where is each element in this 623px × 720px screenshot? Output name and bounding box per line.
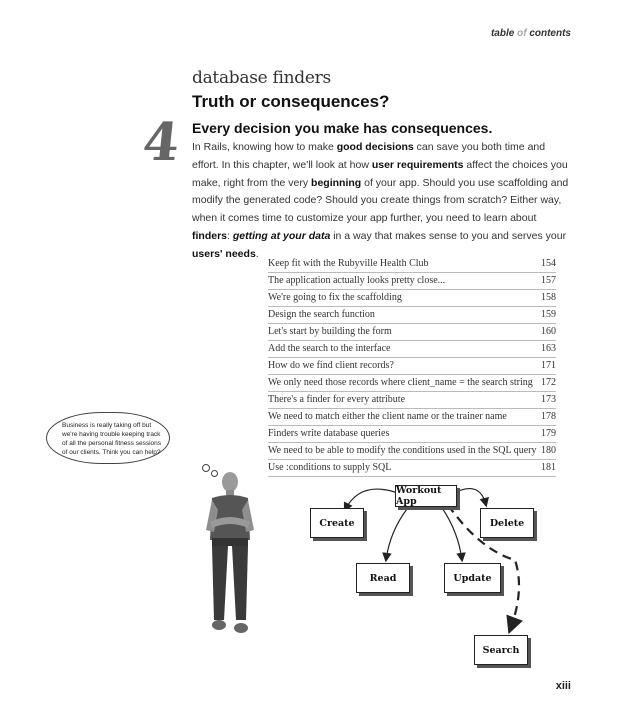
intro-segment: getting at your data xyxy=(232,229,331,242)
diagram-node-delete: Delete xyxy=(480,508,534,538)
arrow-to-create xyxy=(345,489,398,510)
toc-entry-page: 180 xyxy=(541,445,556,456)
toc-entry-page: 181 xyxy=(541,462,556,473)
chapter-title: Truth or consequences? xyxy=(192,92,390,111)
toc-entry-page: 172 xyxy=(541,377,556,388)
page-number: xiii xyxy=(555,680,571,692)
toc-entry-title: We're going to fix the scaffolding xyxy=(268,292,402,303)
diagram-node-read: Read xyxy=(356,563,410,593)
header-part3: contents xyxy=(526,28,571,39)
intro-segment: of your app. Should you use scaffolding and modify the generated code? Should you create things from scratch? Either way, when it comes time to customize your app further, you need to learn about xyxy=(192,176,569,225)
toc-entry-page: 173 xyxy=(541,394,556,405)
intro-segment: user requirements xyxy=(371,158,464,171)
chapter-label: database finders xyxy=(192,68,331,88)
chapter-number: 4 xyxy=(139,112,183,173)
toc-entry-page: 160 xyxy=(541,326,556,337)
toc-entry-page: 179 xyxy=(541,428,556,439)
arrow-to-delete xyxy=(454,489,486,505)
toc-entry-title: We need to match either the client name or the trainer name xyxy=(268,411,507,422)
toc-entry-title: The application actually looks pretty close... xyxy=(268,275,446,286)
speech-bubble-text: Business is really taking off but we're having trouble keeping track of all the personal fitness sessions of our clients. Think you can help? xyxy=(62,422,161,456)
intro-segment: in a way that makes sense to you and serves your xyxy=(330,229,567,242)
toc-entry-title: Finders write database queries xyxy=(268,428,390,439)
chapter-subtitle: Every decision you make has consequences. xyxy=(192,120,493,136)
toc-entry-page: 157 xyxy=(541,275,556,286)
intro-segment: good decisions xyxy=(336,141,414,153)
diagram-node-update: Update xyxy=(444,563,501,593)
toc-entry-title: Add the search to the interface xyxy=(268,343,391,354)
intro-segment: can save you both time and effort. In this chapter, we'll look at how xyxy=(192,141,546,171)
diagram-node-search: Search xyxy=(474,635,528,665)
toc-entry-page: 154 xyxy=(541,258,556,269)
toc-entry-page: 163 xyxy=(541,343,556,354)
diagram-node-create: Create xyxy=(310,508,364,538)
toc-entry-title: How do we find client records? xyxy=(268,360,394,371)
toc-entry-title: Keep fit with the Rubyville Health Club xyxy=(268,258,429,269)
toc-entry-page: 159 xyxy=(541,309,556,320)
toc-entry-title: We only need those records where client_name = the search string xyxy=(268,377,533,388)
diagram-node-workout-app: Workout App xyxy=(395,485,457,507)
intro-segment: affect the choices you make, right from the very xyxy=(192,158,568,189)
toc-entry-title: Use :conditions to supply SQL xyxy=(268,462,392,473)
intro-segment: : xyxy=(227,229,233,242)
arrow-to-read xyxy=(386,505,410,560)
intro-segment: users' needs xyxy=(192,247,256,260)
toc-entry-title: Let's start by building the form xyxy=(268,326,392,337)
header-part1: table xyxy=(490,28,518,39)
toc-entry-page: 158 xyxy=(541,292,556,303)
toc-entry-page: 171 xyxy=(541,360,556,371)
intro-segment: . xyxy=(255,247,259,260)
toc-entry-title: Design the search function xyxy=(268,309,375,320)
intro-segment: In Rails, knowing how to make xyxy=(192,141,337,153)
toc-entry-title: We need to be able to modify the conditions used in the SQL query xyxy=(268,445,537,456)
header-part2: of xyxy=(517,28,527,39)
intro-segment: beginning xyxy=(311,176,362,189)
toc-entry-page: 178 xyxy=(541,411,556,422)
arrow-to-update xyxy=(440,505,462,560)
toc-entry-title: There's a finder for every attribute xyxy=(268,394,406,405)
intro-segment: finders xyxy=(192,229,228,242)
